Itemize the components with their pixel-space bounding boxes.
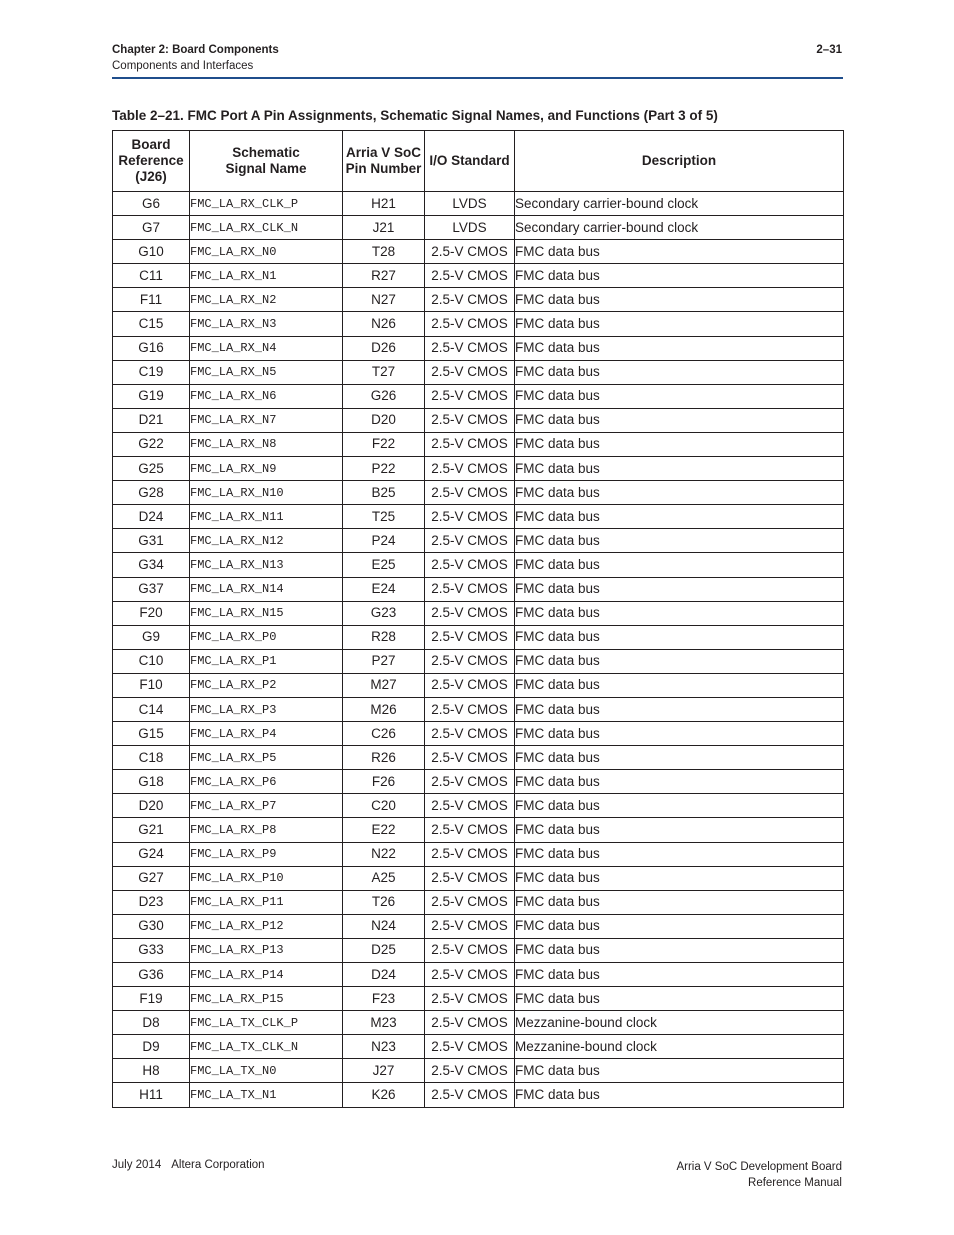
cell-description: FMC data bus [515, 1059, 844, 1083]
cell-signal-name: FMC_LA_RX_CLK_P [190, 192, 343, 216]
cell-signal-name: FMC_LA_RX_P12 [190, 914, 343, 938]
col-header-signal-name [190, 131, 343, 192]
cell-signal-name: FMC_LA_RX_N11 [190, 505, 343, 529]
cell-io-standard: 2.5-V CMOS [425, 432, 515, 456]
cell-description: FMC data bus [515, 312, 844, 336]
table-header-row [113, 131, 844, 192]
cell-io-standard: 2.5-V CMOS [425, 1059, 515, 1083]
page-footer-right [676, 1159, 842, 1191]
pin-assignment-table [112, 130, 844, 1108]
cell-board-reference: G6 [113, 192, 190, 216]
cell-pin-number: F22 [343, 432, 425, 456]
cell-pin-number: G26 [343, 384, 425, 408]
cell-io-standard: 2.5-V CMOS [425, 240, 515, 264]
header-line: I/O Standard [429, 153, 510, 168]
cell-signal-name: FMC_LA_RX_N1 [190, 264, 343, 288]
cell-description: FMC data bus [515, 336, 844, 360]
cell-board-reference: F19 [113, 987, 190, 1011]
cell-description: FMC data bus [515, 770, 844, 794]
header-line: Schematic [232, 145, 300, 160]
cell-io-standard: 2.5-V CMOS [425, 505, 515, 529]
cell-pin-number: H21 [343, 192, 425, 216]
cell-io-standard: 2.5-V CMOS [425, 890, 515, 914]
cell-description: FMC data bus [515, 938, 844, 962]
table-row [113, 794, 844, 818]
table-row [113, 312, 844, 336]
header-line: Board [131, 137, 171, 152]
header-divider [112, 77, 843, 79]
cell-board-reference: G31 [113, 529, 190, 553]
cell-description: FMC data bus [515, 408, 844, 432]
cell-io-standard: 2.5-V CMOS [425, 1035, 515, 1059]
cell-pin-number: D25 [343, 938, 425, 962]
table-row [113, 505, 844, 529]
cell-signal-name: FMC_LA_RX_N13 [190, 553, 343, 577]
cell-io-standard: 2.5-V CMOS [425, 673, 515, 697]
cell-pin-number: J27 [343, 1059, 425, 1083]
cell-board-reference: F11 [113, 288, 190, 312]
cell-pin-number: M23 [343, 1011, 425, 1035]
table-row [113, 408, 844, 432]
cell-board-reference: D20 [113, 794, 190, 818]
cell-description: FMC data bus [515, 384, 844, 408]
header-line: Reference [118, 153, 184, 168]
cell-pin-number: C26 [343, 722, 425, 746]
cell-board-reference: C15 [113, 312, 190, 336]
cell-board-reference: G27 [113, 866, 190, 890]
table-row [113, 432, 844, 456]
cell-signal-name: FMC_LA_RX_N7 [190, 408, 343, 432]
cell-pin-number: F23 [343, 987, 425, 1011]
cell-description: FMC data bus [515, 553, 844, 577]
footer-company: Altera Corporation [171, 1159, 265, 1171]
cell-board-reference: G9 [113, 625, 190, 649]
cell-signal-name: FMC_LA_RX_N6 [190, 384, 343, 408]
cell-description: FMC data bus [515, 987, 844, 1011]
cell-io-standard: LVDS [425, 192, 515, 216]
chapter-title: Chapter 2: Board Components [112, 44, 279, 56]
header-line: Arria V SoC [345, 145, 422, 160]
cell-signal-name: FMC_LA_RX_P15 [190, 987, 343, 1011]
cell-board-reference: C19 [113, 360, 190, 384]
cell-io-standard: 2.5-V CMOS [425, 722, 515, 746]
cell-io-standard: 2.5-V CMOS [425, 818, 515, 842]
cell-pin-number: N22 [343, 842, 425, 866]
cell-board-reference: G19 [113, 384, 190, 408]
cell-description: FMC data bus [515, 481, 844, 505]
cell-io-standard: 2.5-V CMOS [425, 746, 515, 770]
cell-description: FMC data bus [515, 722, 844, 746]
table-row [113, 1083, 844, 1107]
cell-description: FMC data bus [515, 1083, 844, 1107]
cell-description: Mezzanine-bound clock [515, 1011, 844, 1035]
cell-description: FMC data bus [515, 697, 844, 721]
cell-board-reference: D9 [113, 1035, 190, 1059]
cell-board-reference: D8 [113, 1011, 190, 1035]
cell-pin-number: J21 [343, 216, 425, 240]
cell-io-standard: 2.5-V CMOS [425, 1011, 515, 1035]
table-row [113, 842, 844, 866]
cell-signal-name: FMC_LA_RX_P11 [190, 890, 343, 914]
table-row [113, 1011, 844, 1035]
table-row [113, 866, 844, 890]
table-row [113, 1035, 844, 1059]
cell-pin-number: E24 [343, 577, 425, 601]
cell-io-standard: 2.5-V CMOS [425, 649, 515, 673]
col-header-pin-number [343, 131, 425, 192]
table-row [113, 481, 844, 505]
cell-io-standard: 2.5-V CMOS [425, 866, 515, 890]
cell-pin-number: B25 [343, 481, 425, 505]
table-row [113, 577, 844, 601]
table-row [113, 192, 844, 216]
table-row [113, 553, 844, 577]
page-footer-left [112, 1159, 275, 1171]
cell-pin-number: R27 [343, 264, 425, 288]
cell-board-reference: G22 [113, 432, 190, 456]
table-row [113, 384, 844, 408]
table-row [113, 770, 844, 794]
cell-description: FMC data bus [515, 529, 844, 553]
cell-io-standard: 2.5-V CMOS [425, 481, 515, 505]
cell-board-reference: D24 [113, 505, 190, 529]
cell-signal-name: FMC_LA_RX_P10 [190, 866, 343, 890]
cell-board-reference: G36 [113, 963, 190, 987]
cell-board-reference: G15 [113, 722, 190, 746]
cell-description: FMC data bus [515, 866, 844, 890]
table-row [113, 625, 844, 649]
cell-signal-name: FMC_LA_RX_P6 [190, 770, 343, 794]
cell-signal-name: FMC_LA_RX_N3 [190, 312, 343, 336]
cell-signal-name: FMC_LA_RX_N15 [190, 601, 343, 625]
cell-pin-number: E25 [343, 553, 425, 577]
cell-board-reference: C14 [113, 697, 190, 721]
table-row [113, 1059, 844, 1083]
cell-io-standard: 2.5-V CMOS [425, 697, 515, 721]
cell-description: FMC data bus [515, 794, 844, 818]
table-row [113, 360, 844, 384]
cell-description: FMC data bus [515, 240, 844, 264]
cell-pin-number: R28 [343, 625, 425, 649]
cell-pin-number: T26 [343, 890, 425, 914]
cell-board-reference: C10 [113, 649, 190, 673]
cell-board-reference: G33 [113, 938, 190, 962]
cell-description: FMC data bus [515, 288, 844, 312]
cell-io-standard: 2.5-V CMOS [425, 1083, 515, 1107]
cell-signal-name: FMC_LA_RX_CLK_N [190, 216, 343, 240]
cell-signal-name: FMC_LA_RX_P13 [190, 938, 343, 962]
cell-pin-number: D20 [343, 408, 425, 432]
cell-board-reference: G30 [113, 914, 190, 938]
cell-signal-name: FMC_LA_RX_P14 [190, 963, 343, 987]
cell-pin-number: P22 [343, 457, 425, 481]
cell-description: FMC data bus [515, 360, 844, 384]
footer-doc-subtitle: Reference Manual [748, 1177, 842, 1189]
cell-io-standard: 2.5-V CMOS [425, 963, 515, 987]
cell-description: FMC data bus [515, 673, 844, 697]
cell-signal-name: FMC_LA_RX_N0 [190, 240, 343, 264]
cell-description: FMC data bus [515, 818, 844, 842]
cell-description: FMC data bus [515, 601, 844, 625]
cell-signal-name: FMC_LA_RX_P5 [190, 746, 343, 770]
cell-signal-name: FMC_LA_RX_N8 [190, 432, 343, 456]
cell-board-reference: C11 [113, 264, 190, 288]
cell-board-reference: G21 [113, 818, 190, 842]
cell-signal-name: FMC_LA_RX_N14 [190, 577, 343, 601]
page-header [112, 42, 842, 74]
footer-doc-title: Arria V SoC Development Board [676, 1161, 842, 1173]
cell-description: FMC data bus [515, 649, 844, 673]
cell-pin-number: E22 [343, 818, 425, 842]
cell-signal-name: FMC_LA_TX_CLK_P [190, 1011, 343, 1035]
header-line: (J26) [135, 169, 167, 184]
cell-io-standard: 2.5-V CMOS [425, 408, 515, 432]
cell-io-standard: 2.5-V CMOS [425, 457, 515, 481]
table-row [113, 722, 844, 746]
cell-pin-number: D26 [343, 336, 425, 360]
table-row [113, 673, 844, 697]
cell-io-standard: 2.5-V CMOS [425, 625, 515, 649]
table-row [113, 457, 844, 481]
cell-io-standard: 2.5-V CMOS [425, 577, 515, 601]
cell-description: FMC data bus [515, 842, 844, 866]
cell-pin-number: T25 [343, 505, 425, 529]
table-row [113, 264, 844, 288]
table-row [113, 649, 844, 673]
cell-pin-number: P24 [343, 529, 425, 553]
cell-board-reference: H11 [113, 1083, 190, 1107]
cell-description: FMC data bus [515, 577, 844, 601]
cell-io-standard: 2.5-V CMOS [425, 529, 515, 553]
section-title: Components and Interfaces [112, 60, 254, 72]
cell-signal-name: FMC_LA_RX_N10 [190, 481, 343, 505]
cell-pin-number: T28 [343, 240, 425, 264]
table-row [113, 240, 844, 264]
table-row [113, 697, 844, 721]
cell-board-reference: G28 [113, 481, 190, 505]
table-row [113, 336, 844, 360]
cell-board-reference: G24 [113, 842, 190, 866]
cell-io-standard: 2.5-V CMOS [425, 938, 515, 962]
cell-pin-number: G23 [343, 601, 425, 625]
footer-date: July 2014 [112, 1159, 162, 1171]
cell-io-standard: 2.5-V CMOS [425, 553, 515, 577]
cell-pin-number: N26 [343, 312, 425, 336]
cell-description: Mezzanine-bound clock [515, 1035, 844, 1059]
cell-signal-name: FMC_LA_RX_P1 [190, 649, 343, 673]
cell-description: FMC data bus [515, 457, 844, 481]
cell-signal-name: FMC_LA_RX_P4 [190, 722, 343, 746]
cell-board-reference: G34 [113, 553, 190, 577]
cell-signal-name: FMC_LA_RX_N12 [190, 529, 343, 553]
cell-board-reference: G37 [113, 577, 190, 601]
cell-description: FMC data bus [515, 264, 844, 288]
cell-io-standard: 2.5-V CMOS [425, 987, 515, 1011]
cell-pin-number: M26 [343, 697, 425, 721]
cell-pin-number: N23 [343, 1035, 425, 1059]
cell-io-standard: 2.5-V CMOS [425, 794, 515, 818]
cell-board-reference: G16 [113, 336, 190, 360]
table-row [113, 601, 844, 625]
col-header-io-standard [425, 131, 515, 192]
cell-io-standard: 2.5-V CMOS [425, 264, 515, 288]
table-row [113, 288, 844, 312]
cell-io-standard: 2.5-V CMOS [425, 336, 515, 360]
cell-description: FMC data bus [515, 625, 844, 649]
cell-board-reference: D23 [113, 890, 190, 914]
cell-signal-name: FMC_LA_TX_N1 [190, 1083, 343, 1107]
cell-signal-name: FMC_LA_RX_P2 [190, 673, 343, 697]
cell-pin-number: K26 [343, 1083, 425, 1107]
header-line: Pin Number [345, 161, 422, 176]
cell-signal-name: FMC_LA_RX_N4 [190, 336, 343, 360]
cell-board-reference: C18 [113, 746, 190, 770]
page-number: 2–31 [816, 44, 842, 56]
table-row [113, 216, 844, 240]
table-row [113, 914, 844, 938]
cell-io-standard: 2.5-V CMOS [425, 770, 515, 794]
cell-signal-name: FMC_LA_RX_P3 [190, 697, 343, 721]
header-line: Signal Name [225, 161, 307, 176]
table-caption: Table 2–21. FMC Port A Pin Assignments, Schematic Signal Names, and Functions (Part 3 of 5) [112, 108, 718, 123]
cell-io-standard: 2.5-V CMOS [425, 914, 515, 938]
table-body [113, 192, 844, 1108]
cell-io-standard: 2.5-V CMOS [425, 601, 515, 625]
cell-pin-number: M27 [343, 673, 425, 697]
table-row [113, 987, 844, 1011]
cell-board-reference: G7 [113, 216, 190, 240]
cell-pin-number: N27 [343, 288, 425, 312]
table-row [113, 529, 844, 553]
col-header-description [515, 131, 844, 192]
table-row [113, 938, 844, 962]
cell-pin-number: C20 [343, 794, 425, 818]
cell-pin-number: R26 [343, 746, 425, 770]
cell-pin-number: P27 [343, 649, 425, 673]
cell-description: Secondary carrier-bound clock [515, 216, 844, 240]
cell-signal-name: FMC_LA_RX_N9 [190, 457, 343, 481]
cell-signal-name: FMC_LA_RX_P7 [190, 794, 343, 818]
cell-io-standard: 2.5-V CMOS [425, 288, 515, 312]
cell-signal-name: FMC_LA_RX_P9 [190, 842, 343, 866]
cell-io-standard: 2.5-V CMOS [425, 312, 515, 336]
cell-pin-number: N24 [343, 914, 425, 938]
table-row [113, 746, 844, 770]
cell-io-standard: LVDS [425, 216, 515, 240]
header-line: Description [641, 153, 717, 168]
table-row [113, 890, 844, 914]
cell-board-reference: G18 [113, 770, 190, 794]
cell-signal-name: FMC_LA_RX_N5 [190, 360, 343, 384]
cell-description: Secondary carrier-bound clock [515, 192, 844, 216]
cell-board-reference: F20 [113, 601, 190, 625]
cell-signal-name: FMC_LA_RX_P0 [190, 625, 343, 649]
cell-description: FMC data bus [515, 963, 844, 987]
cell-description: FMC data bus [515, 746, 844, 770]
cell-description: FMC data bus [515, 914, 844, 938]
cell-board-reference: G10 [113, 240, 190, 264]
cell-signal-name: FMC_LA_RX_N2 [190, 288, 343, 312]
cell-board-reference: G25 [113, 457, 190, 481]
col-header-board-reference [113, 131, 190, 192]
cell-io-standard: 2.5-V CMOS [425, 384, 515, 408]
cell-io-standard: 2.5-V CMOS [425, 360, 515, 384]
cell-signal-name: FMC_LA_TX_CLK_N [190, 1035, 343, 1059]
cell-description: FMC data bus [515, 890, 844, 914]
table-row [113, 963, 844, 987]
cell-pin-number: T27 [343, 360, 425, 384]
cell-description: FMC data bus [515, 432, 844, 456]
cell-board-reference: H8 [113, 1059, 190, 1083]
cell-io-standard: 2.5-V CMOS [425, 842, 515, 866]
cell-signal-name: FMC_LA_TX_N0 [190, 1059, 343, 1083]
cell-pin-number: D24 [343, 963, 425, 987]
table-row [113, 818, 844, 842]
cell-signal-name: FMC_LA_RX_P8 [190, 818, 343, 842]
cell-pin-number: A25 [343, 866, 425, 890]
cell-description: FMC data bus [515, 505, 844, 529]
cell-board-reference: F10 [113, 673, 190, 697]
cell-pin-number: F26 [343, 770, 425, 794]
cell-board-reference: D21 [113, 408, 190, 432]
